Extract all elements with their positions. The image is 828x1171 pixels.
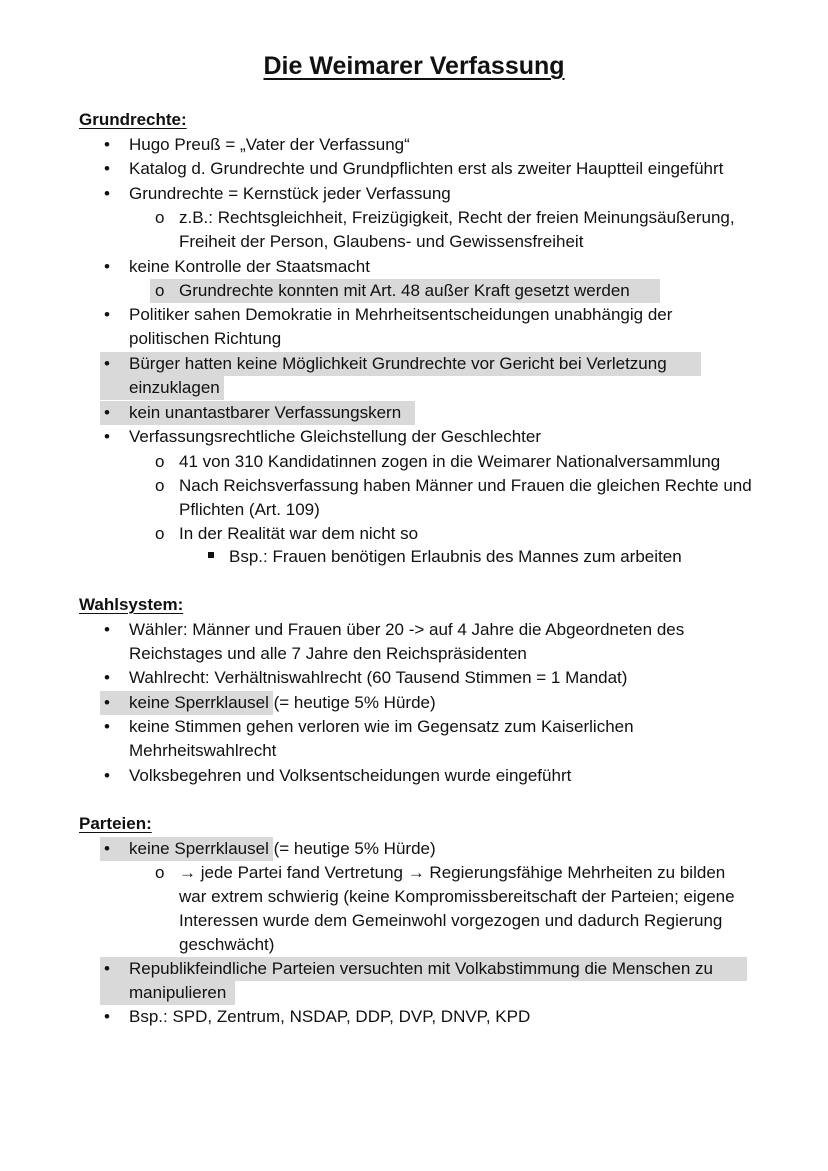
list-item: Hugo Preuß = „Vater der Verfassung“ — [129, 135, 410, 154]
bullet-icon: • — [104, 403, 110, 422]
list-item — [129, 692, 436, 714]
list-item-continuation: manipulieren — [129, 983, 227, 1002]
circle-bullet-icon: o — [155, 281, 165, 300]
bullet-icon: • — [104, 620, 110, 639]
text: (= heutige 5% Hürde) — [268, 839, 436, 858]
sub-sub-list-item: Bsp.: Frauen benötigen Erlaubnis des Mannes zum arbeiten — [229, 547, 682, 566]
bullet-icon: • — [104, 427, 110, 446]
bullet-icon: • — [104, 717, 110, 736]
highlighted-text: keine Sperrklausel — [129, 693, 269, 712]
list-item: keine Stimmen gehen verloren wie im Gegensatz zum Kaiserlichen — [129, 717, 634, 736]
sub-list-item-continuation: geschwächt) — [179, 935, 275, 954]
sub-list-item-continuation: Interessen wurde dem Gemeinwohl vorgezogen und dadurch Regierung — [179, 911, 723, 930]
bullet-icon: • — [104, 1007, 110, 1026]
list-item: Bsp.: SPD, Zentrum, NSDAP, DDP, DVP, DNVP, KPD — [129, 1007, 531, 1026]
list-item: keine Kontrolle der Staatsmacht — [129, 257, 370, 276]
square-bullet-icon — [208, 552, 214, 558]
list-item-highlighted: Bürger hatten keine Möglichkeit Grundrechte vor Gericht bei Verletzung — [129, 354, 667, 373]
bullet-icon: • — [104, 839, 110, 858]
list-item-continuation: Mehrheitswahlrecht — [129, 741, 277, 760]
list-item: Grundrechte = Kernstück jeder Verfassung — [129, 184, 451, 203]
sub-list-item: 41 von 310 Kandidatinnen zogen in die Weimarer Nationalversammlung — [179, 452, 721, 471]
list-item: Verfassungsrechtliche Gleichstellung der Geschlechter — [129, 427, 541, 446]
sub-list-item: z.B.: Rechtsgleichheit, Freizügigkeit, Recht der freien Meinungsäußerung, — [179, 208, 735, 227]
bullet-icon: • — [104, 354, 110, 373]
page-title: Die Weimarer Verfassung — [263, 52, 565, 80]
highlighted-text: keine Sperrklausel — [129, 839, 269, 858]
section-heading-parteien: Parteien: — [79, 814, 152, 833]
circle-bullet-icon: o — [155, 452, 165, 471]
circle-bullet-icon: o — [155, 524, 165, 543]
list-item: Katalog d. Grundrechte und Grundpflichten erst als zweiter Hauptteil eingeführt — [129, 159, 724, 178]
sub-list-item-highlighted: Grundrechte konnten mit Art. 48 außer Kraft gesetzt werden — [179, 281, 630, 300]
sub-list-item: Nach Reichsverfassung haben Männer und Frauen die gleichen Rechte und — [179, 476, 752, 495]
sub-list-item-continuation: war extrem schwierig (keine Kompromissbereitschaft der Parteien; eigene — [179, 887, 735, 906]
bullet-icon: • — [104, 159, 110, 178]
bullet-icon: • — [104, 766, 110, 785]
text: (= heutige 5% Hürde) — [268, 693, 436, 712]
list-item: Politiker sahen Demokratie in Mehrheitsentscheidungen unabhängig der — [129, 305, 673, 324]
list-item-highlighted: Republikfeindliche Parteien versuchten mit Volkabstimmung die Menschen zu — [129, 959, 713, 978]
circle-bullet-icon: o — [155, 476, 165, 495]
sub-list-item: In der Realität war dem nicht so — [179, 524, 419, 543]
list-item-highlighted: kein unantastbarer Verfassungskern — [129, 403, 402, 422]
section-heading-wahlsystem: Wahlsystem: — [79, 595, 184, 614]
list-item-continuation: einzuklagen — [129, 378, 220, 397]
bullet-icon: • — [104, 305, 110, 324]
circle-bullet-icon: o — [155, 863, 165, 882]
list-item-continuation: Reichstages und alle 7 Jahre den Reichspräsidenten — [129, 644, 527, 663]
bullet-icon: • — [104, 184, 110, 203]
bullet-icon: • — [104, 668, 110, 687]
bullet-icon: • — [104, 257, 110, 276]
bullet-icon: • — [104, 959, 110, 978]
sub-list-item: → jede Partei fand Vertretung → Regierungsfähige Mehrheiten zu bilden — [179, 863, 726, 882]
section-heading-grundrechte: Grundrechte: — [79, 110, 187, 129]
list-item: Wahlrecht: Verhältniswahlrecht (60 Tausend Stimmen = 1 Mandat) — [129, 668, 628, 687]
circle-bullet-icon: o — [155, 208, 165, 227]
sub-list-item-continuation: Pflichten (Art. 109) — [179, 500, 320, 519]
sub-list-item-continuation: Freiheit der Person, Glaubens- und Gewissensfreiheit — [179, 232, 584, 251]
list-item-continuation: politischen Richtung — [129, 329, 282, 348]
list-item: Volksbegehren und Volksentscheidungen wurde eingeführt — [129, 766, 572, 785]
list-item: Wähler: Männer und Frauen über 20 -> auf 4 Jahre die Abgeordneten des — [129, 620, 685, 639]
bullet-icon: • — [104, 135, 110, 154]
bullet-icon: • — [104, 693, 110, 712]
list-item — [129, 838, 436, 860]
